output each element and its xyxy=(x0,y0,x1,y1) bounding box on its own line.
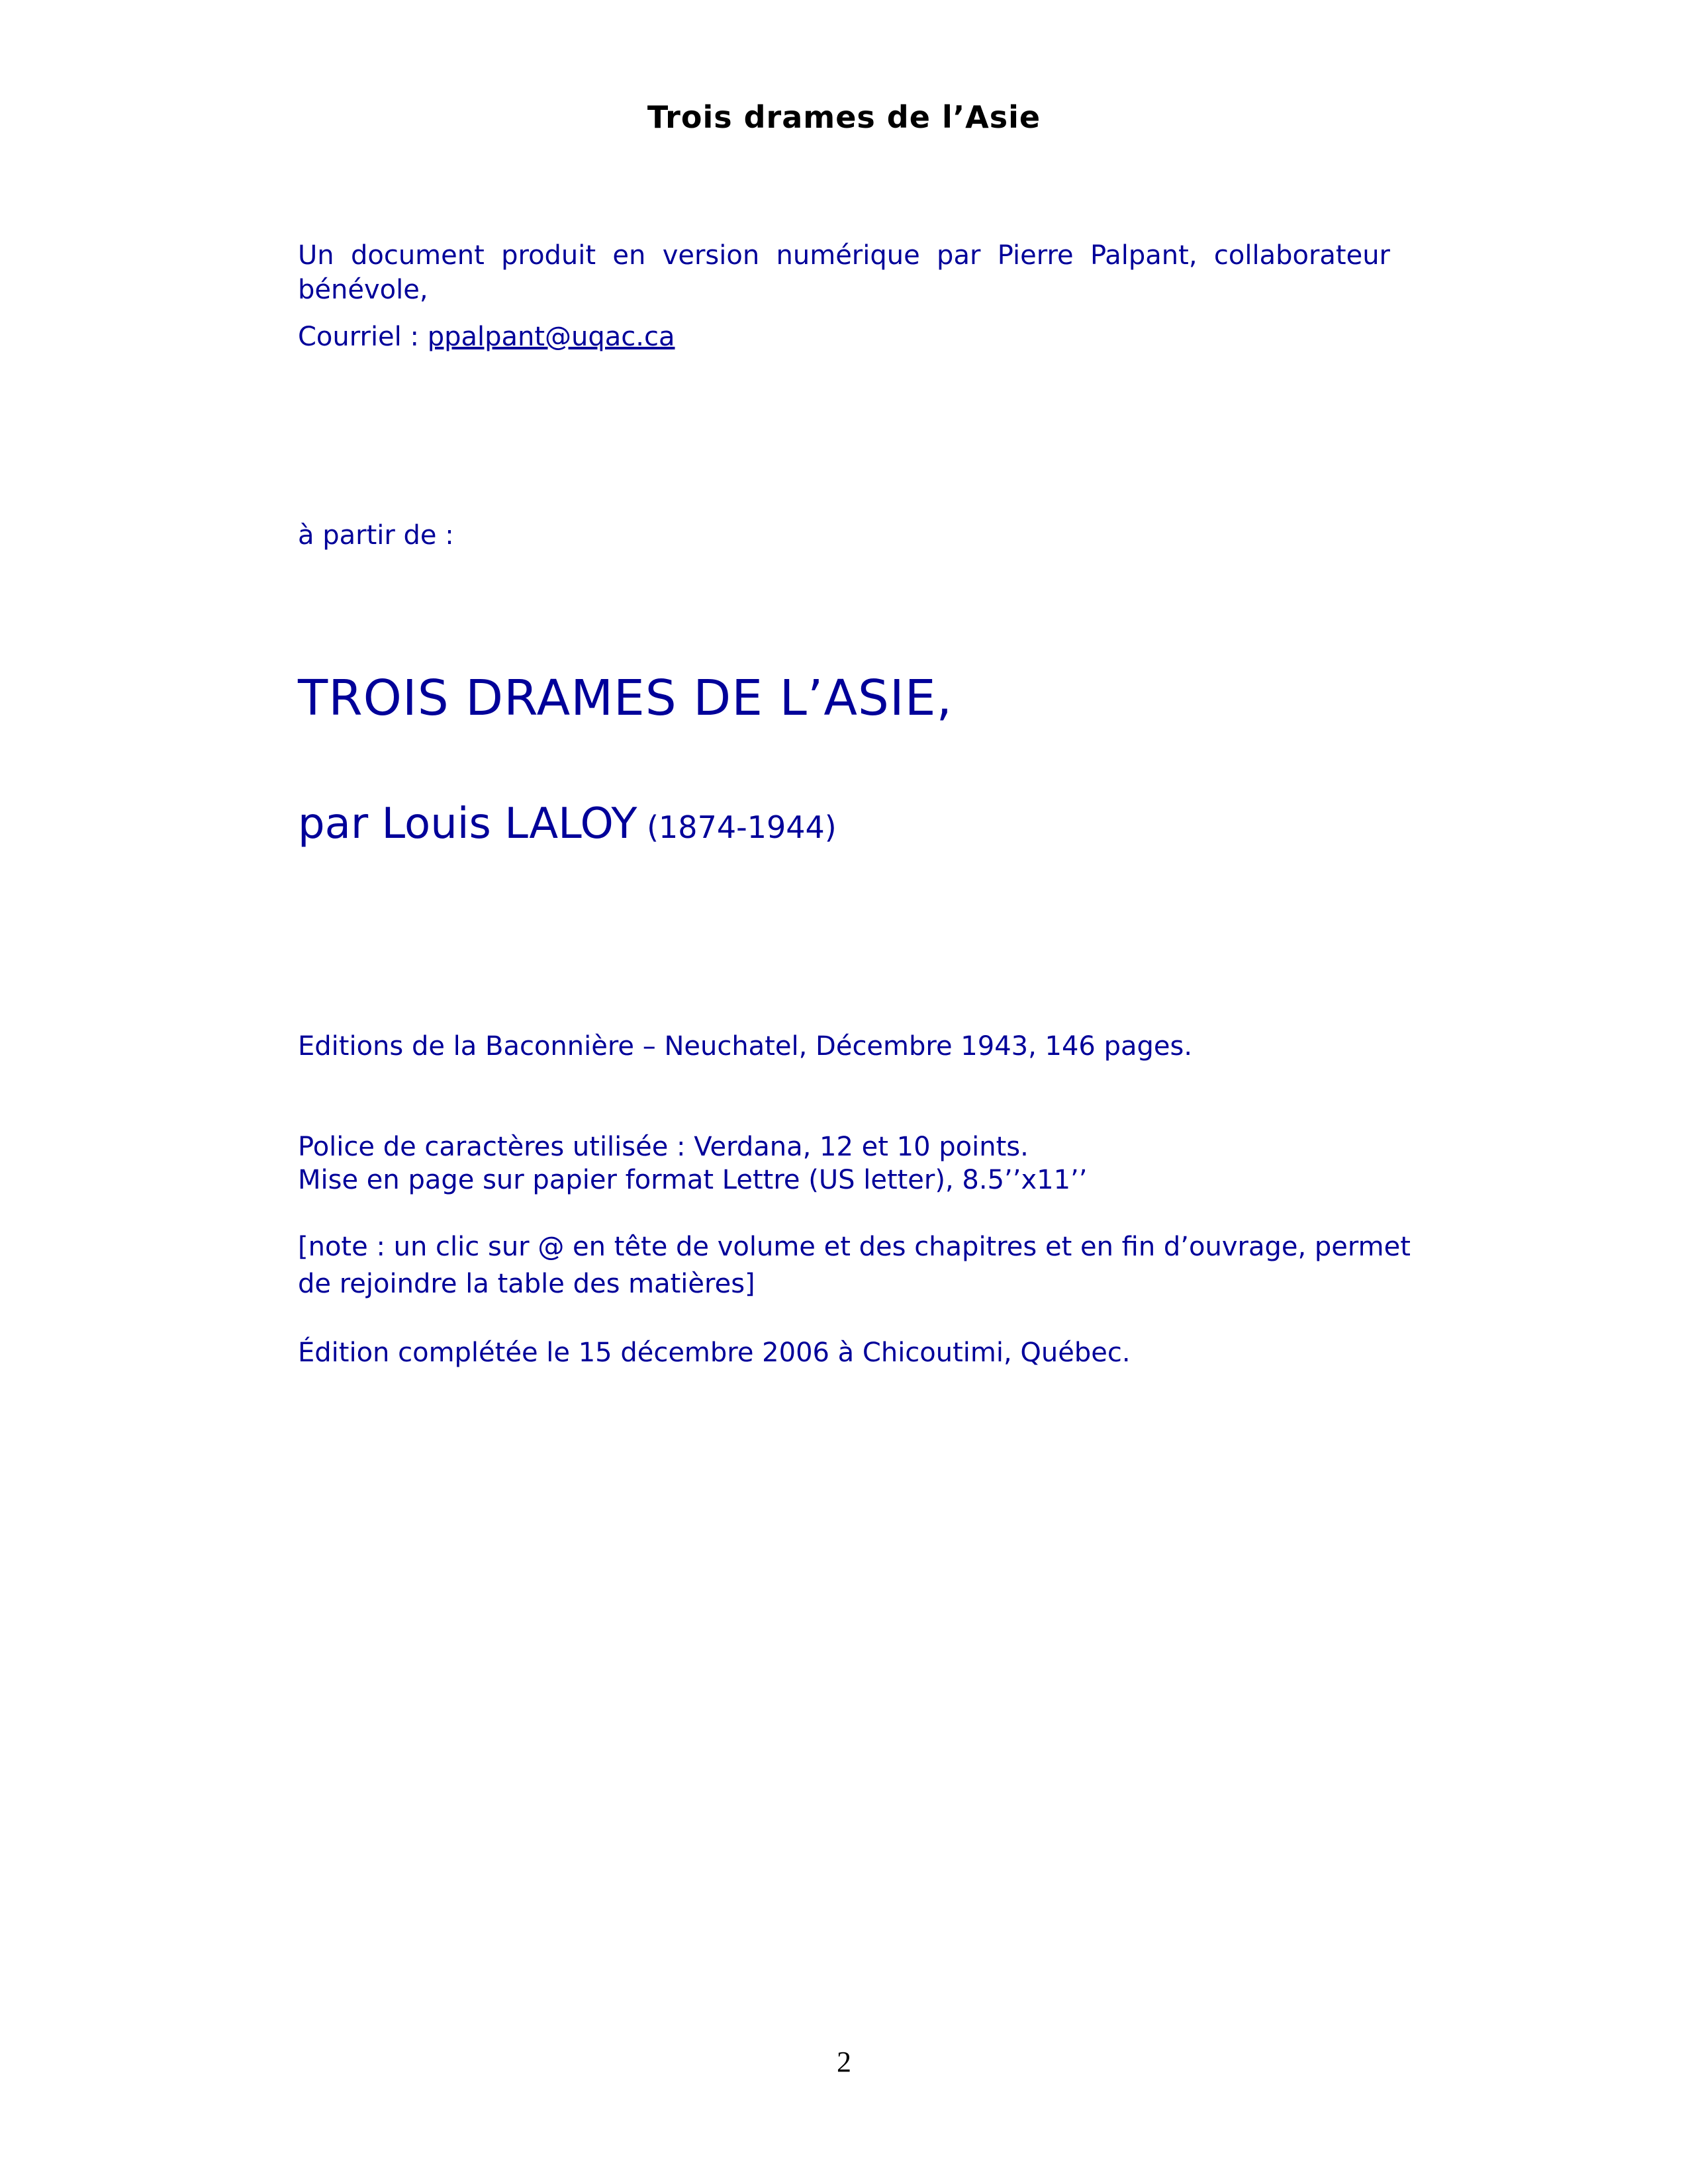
running-header-title: Trois drames de l’Asie xyxy=(647,99,1041,135)
edition-info: Editions de la Baconnière – Neuchatel, Décembre 1943, 146 pages. xyxy=(298,1031,1193,1062)
producer-credit: Un document produit en version numérique par Pierre Palpant, collaborateur bénévole, xyxy=(298,240,1390,305)
typography-info xyxy=(298,1130,1087,1197)
email-label: Courriel : xyxy=(298,322,428,352)
email-link[interactable]: ppalpant@uqac.ca xyxy=(427,322,675,352)
source-intro: à partir de : xyxy=(298,520,454,551)
author-name: par Louis LALOY xyxy=(298,799,637,848)
book-title: TROIS DRAMES DE L’ASIE, xyxy=(298,670,953,727)
author-line xyxy=(298,797,837,854)
layout-line: Mise en page sur papier format Lettre (US letter), 8.5’’x11’’ xyxy=(298,1165,1088,1195)
font-line: Police de caractères utilisée : Verdana, 12 et 10 points. xyxy=(298,1132,1029,1162)
author-dates: (1874-1944) xyxy=(637,809,837,845)
page-number: 2 xyxy=(837,2046,851,2078)
completion-date: Édition complétée le 15 décembre 2006 à Chicoutimi, Québec. xyxy=(298,1338,1131,1368)
contact-line xyxy=(298,320,675,354)
navigation-note: [note : un clic sur @ en tête de volume et des chapitres et en fin d’ouvrage, permet de rejoindre la table des matières] xyxy=(298,1232,1411,1299)
